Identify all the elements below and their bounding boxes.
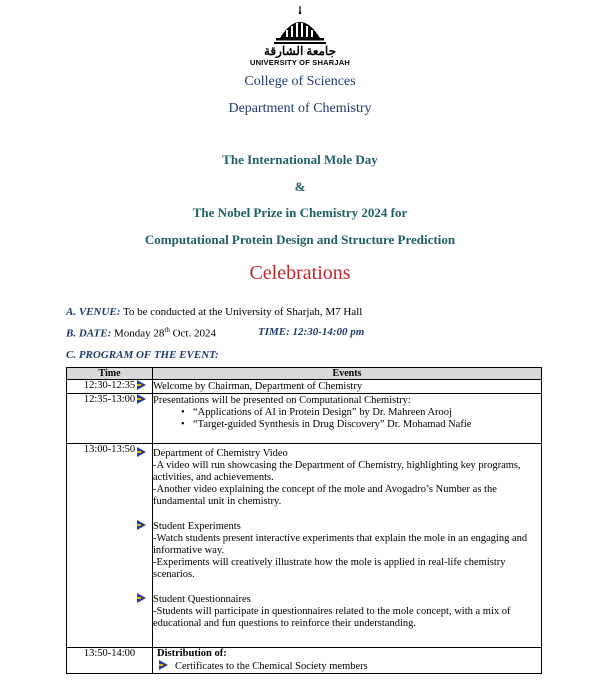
date-text-post: Oct. 2024 <box>172 327 216 340</box>
event-item: Student Questionnaires <box>153 594 251 605</box>
row-events <box>153 394 542 444</box>
row-time: 13:50-14:00 <box>67 648 153 674</box>
arrow-bullet-icon <box>137 380 147 390</box>
venue-label: A. VENUE: <box>66 306 121 318</box>
time-line <box>258 326 364 338</box>
event-subitem: • “Applications of AI in Protein Design” by Dr. Mahreen Arooj <box>153 407 541 419</box>
distribution-heading: Distribution of: <box>157 648 227 659</box>
table-row <box>67 394 542 444</box>
date-label: B. DATE: <box>66 327 112 340</box>
event-item: Certificates to the Chemical Society members <box>175 661 368 672</box>
table-row <box>67 380 542 394</box>
row-time: 13:00-13:50 <box>67 444 153 648</box>
venue-text: To be conducted at the University of Sharjah, M7 Hall <box>122 306 363 318</box>
event-item: Welcome by Chairman, Department of Chemistry <box>153 381 363 392</box>
event-item: Department of Chemistry Video <box>153 448 288 459</box>
time-text: 12:30-14:00 pm <box>292 326 365 338</box>
event-title-line1: The International Mole Day <box>222 152 378 167</box>
arrow-bullet-icon <box>137 447 147 457</box>
row-events <box>153 648 542 674</box>
university-name-arabic: جامعة الشارقة <box>263 44 337 58</box>
event-detail: -Students will participate in questionnaires related to the mole concept, with a mix of educational and fun questions to reinforce their understanding. <box>153 606 511 629</box>
row-time: 12:30-12:35 <box>67 380 153 394</box>
university-name-english: UNIVERSITY OF SHARJAH <box>250 58 350 67</box>
event-item: Presentations will be presented on Computational Chemistry: <box>153 395 411 406</box>
event-detail: -A video will run showcasing the Department of Chemistry, highlighting key programs, activities, and achievements. <box>153 460 521 483</box>
event-title-line3: The Nobel Prize in Chemistry 2024 for <box>192 205 408 220</box>
col-header-time: Time <box>67 368 153 380</box>
event-item: Student Experiments <box>153 521 241 532</box>
row-events <box>153 380 542 394</box>
row-events <box>153 444 542 648</box>
event-detail: -Watch students present interactive experiments that explain the mole in an engaging and informative way. <box>153 533 528 556</box>
event-detail: -Experiments will creatively illustrate how the mole is applied in real-life chemistry scenarios. <box>153 557 506 580</box>
event-subitem: • “Target-guided Synthesis in Drug Discovery” Dr. Mohamad Nafie <box>153 419 541 431</box>
celebrations-heading: Celebrations <box>249 262 351 284</box>
event-title-ampersand: & <box>294 179 306 194</box>
event-detail: -Another video explaining the concept of the mole and Avogadro’s Number as the fundamental unit in chemistry. <box>153 484 497 507</box>
table-header-row <box>67 368 542 380</box>
table-row <box>67 648 542 674</box>
program-table <box>66 367 542 674</box>
time-label: TIME: <box>258 326 290 338</box>
date-superscript: th <box>164 326 170 334</box>
row-time: 12:35-13:00 <box>67 394 153 444</box>
arrow-bullet-icon <box>137 593 147 603</box>
col-header-events: Events <box>153 368 542 380</box>
event-title-line4: Computational Protein Design and Structure Prediction <box>144 232 456 247</box>
program-label: C. PROGRAM OF THE EVENT: <box>66 349 219 361</box>
program-line <box>66 349 219 361</box>
college-name: College of Sciences <box>244 74 356 89</box>
arrow-bullet-icon <box>137 394 147 404</box>
arrow-bullet-icon <box>159 660 169 670</box>
department-name: Department of Chemistry <box>228 101 372 116</box>
date-text-pre: Monday 28 <box>113 327 165 340</box>
table-row <box>67 444 542 648</box>
venue-line <box>66 306 362 318</box>
arrow-bullet-icon <box>137 520 147 530</box>
date-line <box>66 326 216 340</box>
